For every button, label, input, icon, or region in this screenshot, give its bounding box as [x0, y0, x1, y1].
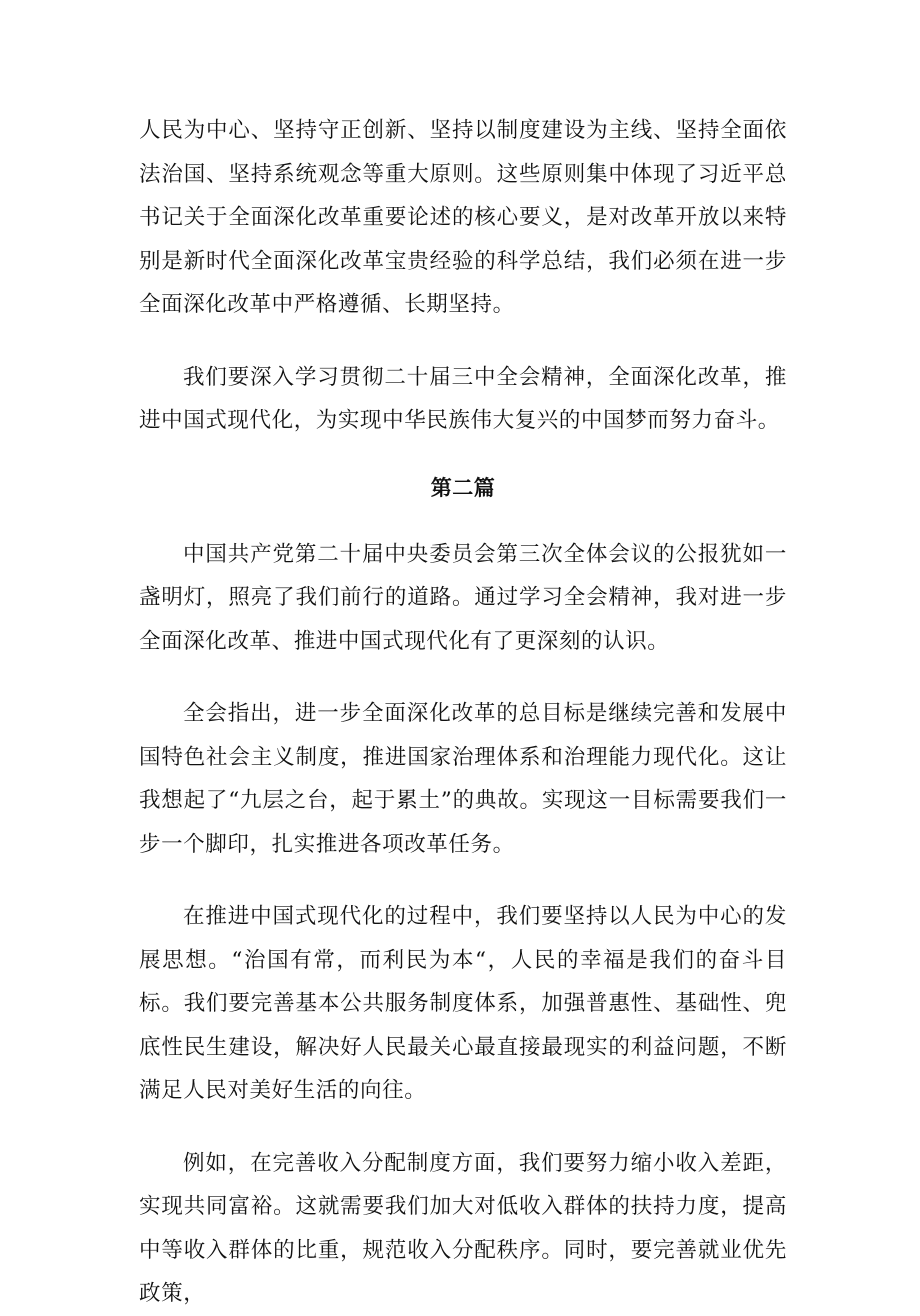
- paragraph-continued: 人民为中心、坚持守正创新、坚持以制度建设为主线、坚持全面依法治国、坚持系统观念等重大原则。这些原则集中体现了习近平总书记关于全面深化改革重要论述的核心要义，是对改革开放以来特别是新时代全面深化改革宝贵经验的科学总结，我们必须在进一步全面深化改革中严格遵循、长期坚持。: [139, 118, 787, 317]
- paragraph-reform-goal: 全会指出，进一步全面深化改革的总目标是继续完善和发展中国特色社会主义制度，推进国家治理体系和治理能力现代化。这让我想起了“九层之台，起于累土”的典故。实现这一目标需要我们一步一个脚印，扎实推进各项改革任务。: [139, 701, 787, 857]
- paragraph-intro: 中国共产党第二十届中央委员会第三次全体会议的公报犹如一盏明灯，照亮了我们前行的道路。通过学习全会精神，我对进一步全面深化改革、推进中国式现代化有了更深刻的认识。: [139, 541, 787, 654]
- document-body: [139, 109, 787, 1316]
- paragraph-income-distribution: 例如，在完善收入分配制度方面，我们要努力缩小收入差距，实现共同富裕。这就需要我们加大对低收入群体的扶持力度，提高中等收入群体的比重，规范收入分配秩序。同时，要完善就业优先政策，: [139, 1150, 787, 1306]
- section-heading: 第二篇: [430, 474, 496, 500]
- paragraph-conclusion: 我们要深入学习贯彻二十届三中全会精神，全面深化改革，推进中国式现代化，为实现中华民族伟大复兴的中国梦而努力奋斗。: [139, 364, 787, 433]
- paragraph-people-centered: 在推进中国式现代化的过程中，我们要坚持以人民为中心的发展思想。“治国有常，而利民为本“，人民的幸福是我们的奋斗目标。我们要完善基本公共服务制度体系，加强普惠性、基础性、兜底性民生建设，解决好人民最关心最直接最现实的利益问题，不断满足人民对美好生活的向往。: [139, 904, 787, 1103]
